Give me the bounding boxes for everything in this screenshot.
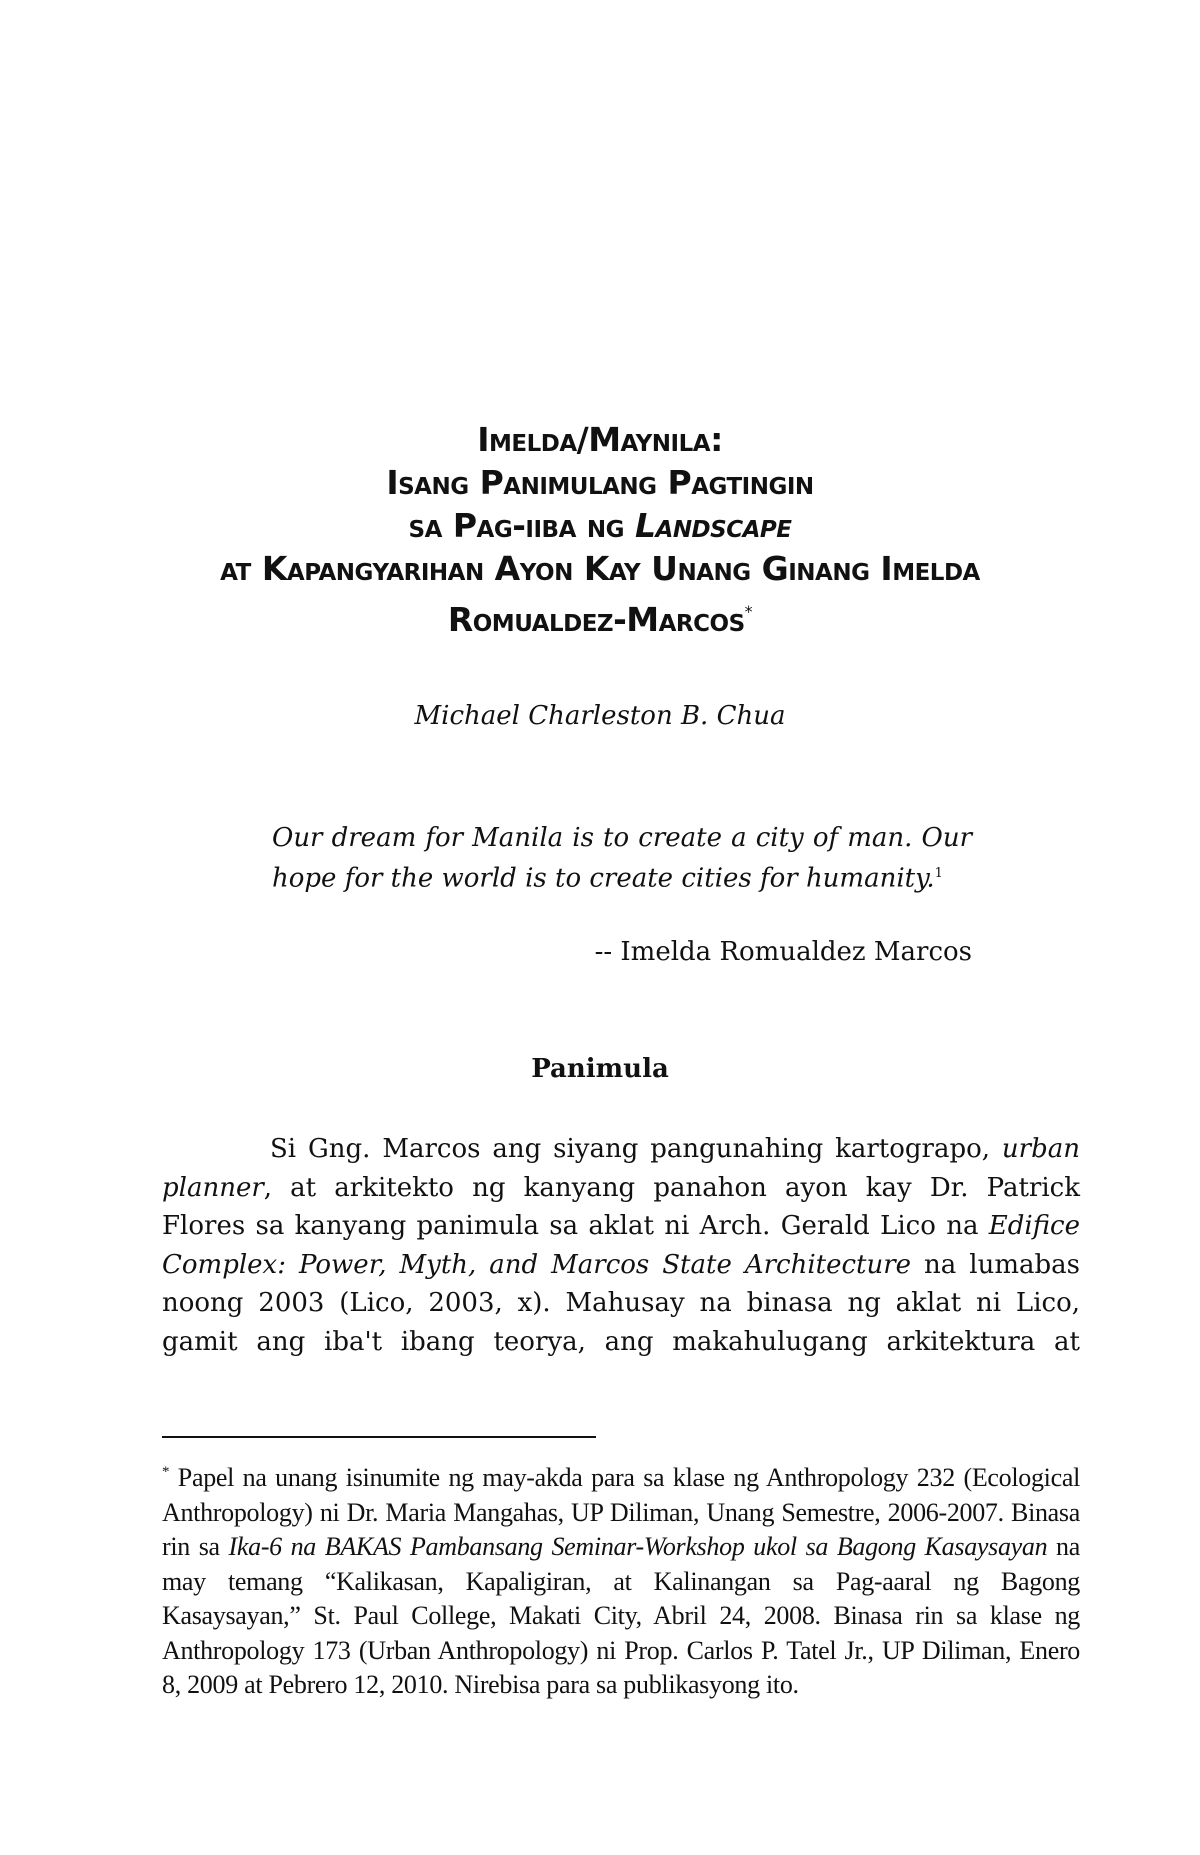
- footnote-divider: [162, 1436, 596, 1438]
- title-line-1: Imelda/Maynila:: [477, 420, 723, 459]
- author-name: Michael Charleston B. Chua: [414, 701, 786, 731]
- footnote-italic-1: Ika-6 na BAKAS Pambansang Seminar-Workshop ukol sa Bagong Kasaysayan: [228, 1532, 1048, 1561]
- paper-title: [150, 418, 1050, 641]
- title-line-3-italic: Landscape: [634, 506, 792, 545]
- paragraph-text-2: , at arkitekto ng kanyang panahon ayon kay Dr. Patrick Flores sa kanyang panimula sa aklat ni Arch. Gerald Lico na: [162, 1172, 1080, 1241]
- title-line-3-text: sa Pag-iiba ng: [408, 506, 635, 545]
- footnote: [162, 1455, 1080, 1703]
- paragraph-italic-1: urban planner: [162, 1134, 1080, 1203]
- epigraph-attribution: -- Imelda Romualdez Marcos: [594, 937, 972, 967]
- title-line-4: at Kapangyarihan Ayon Kay Unang Ginang Imelda: [220, 549, 980, 588]
- title-line-3: [150, 504, 1050, 547]
- footnote-text-1: Papel na unang isinumite ng may-akda para sa klase ng Anthropology 232 (Ecological Anthropology) ni Dr. Maria Mangahas, UP Diliman, Unang Semestre, 2006-2007. Binasa rin sa: [162, 1463, 1081, 1561]
- paragraph-italic-2: Edifice Complex: Power, Myth, and Marcos State Architecture: [162, 1211, 1080, 1280]
- epigraph-note-mark: 1: [934, 866, 943, 881]
- title-line-5: [150, 590, 1050, 641]
- epigraph-quote: [272, 820, 972, 897]
- footnote-mark: *: [162, 1464, 170, 1480]
- title-footnote-mark: *: [744, 602, 753, 621]
- body-paragraph: [162, 1130, 1080, 1361]
- title-line-2: Isang Panimulang Pagtingin: [386, 463, 814, 502]
- paragraph-text-1: Si Gng. Marcos ang siyang pangunahing kartograpo,: [270, 1134, 1002, 1164]
- section-heading: Panimula: [531, 1054, 669, 1084]
- footnote-text-2: na may temang “Kalikasan, Kapaligiran, at Kalinangan sa Pag-aaral ng Bagong Kasaysayan,” St. Paul College, Makati City, Abril 24, 2008. Binasa rin sa klase ng Anthropology 173 (Urban Anthropology) ni Prop. Carlos P. Tatel Jr., UP Diliman, Enero 8, 2009 at Pebrero 12, 2010. Nirebisa para sa publikasyong ito.: [162, 1532, 1080, 1699]
- title-line-5-text: Romualdez-Marcos: [447, 600, 745, 639]
- epigraph-text: Our dream for Manila is to create a city of man. Our hope for the world is to create cities for humanity.: [272, 823, 972, 894]
- paragraph-text-3: na lumabas noong 2003 (Lico, 2003, x). Mahusay na binasa ng aklat ni Lico, gamit ang iba't ibang teorya, ang makahulugang arkitektura at: [162, 1249, 1080, 1357]
